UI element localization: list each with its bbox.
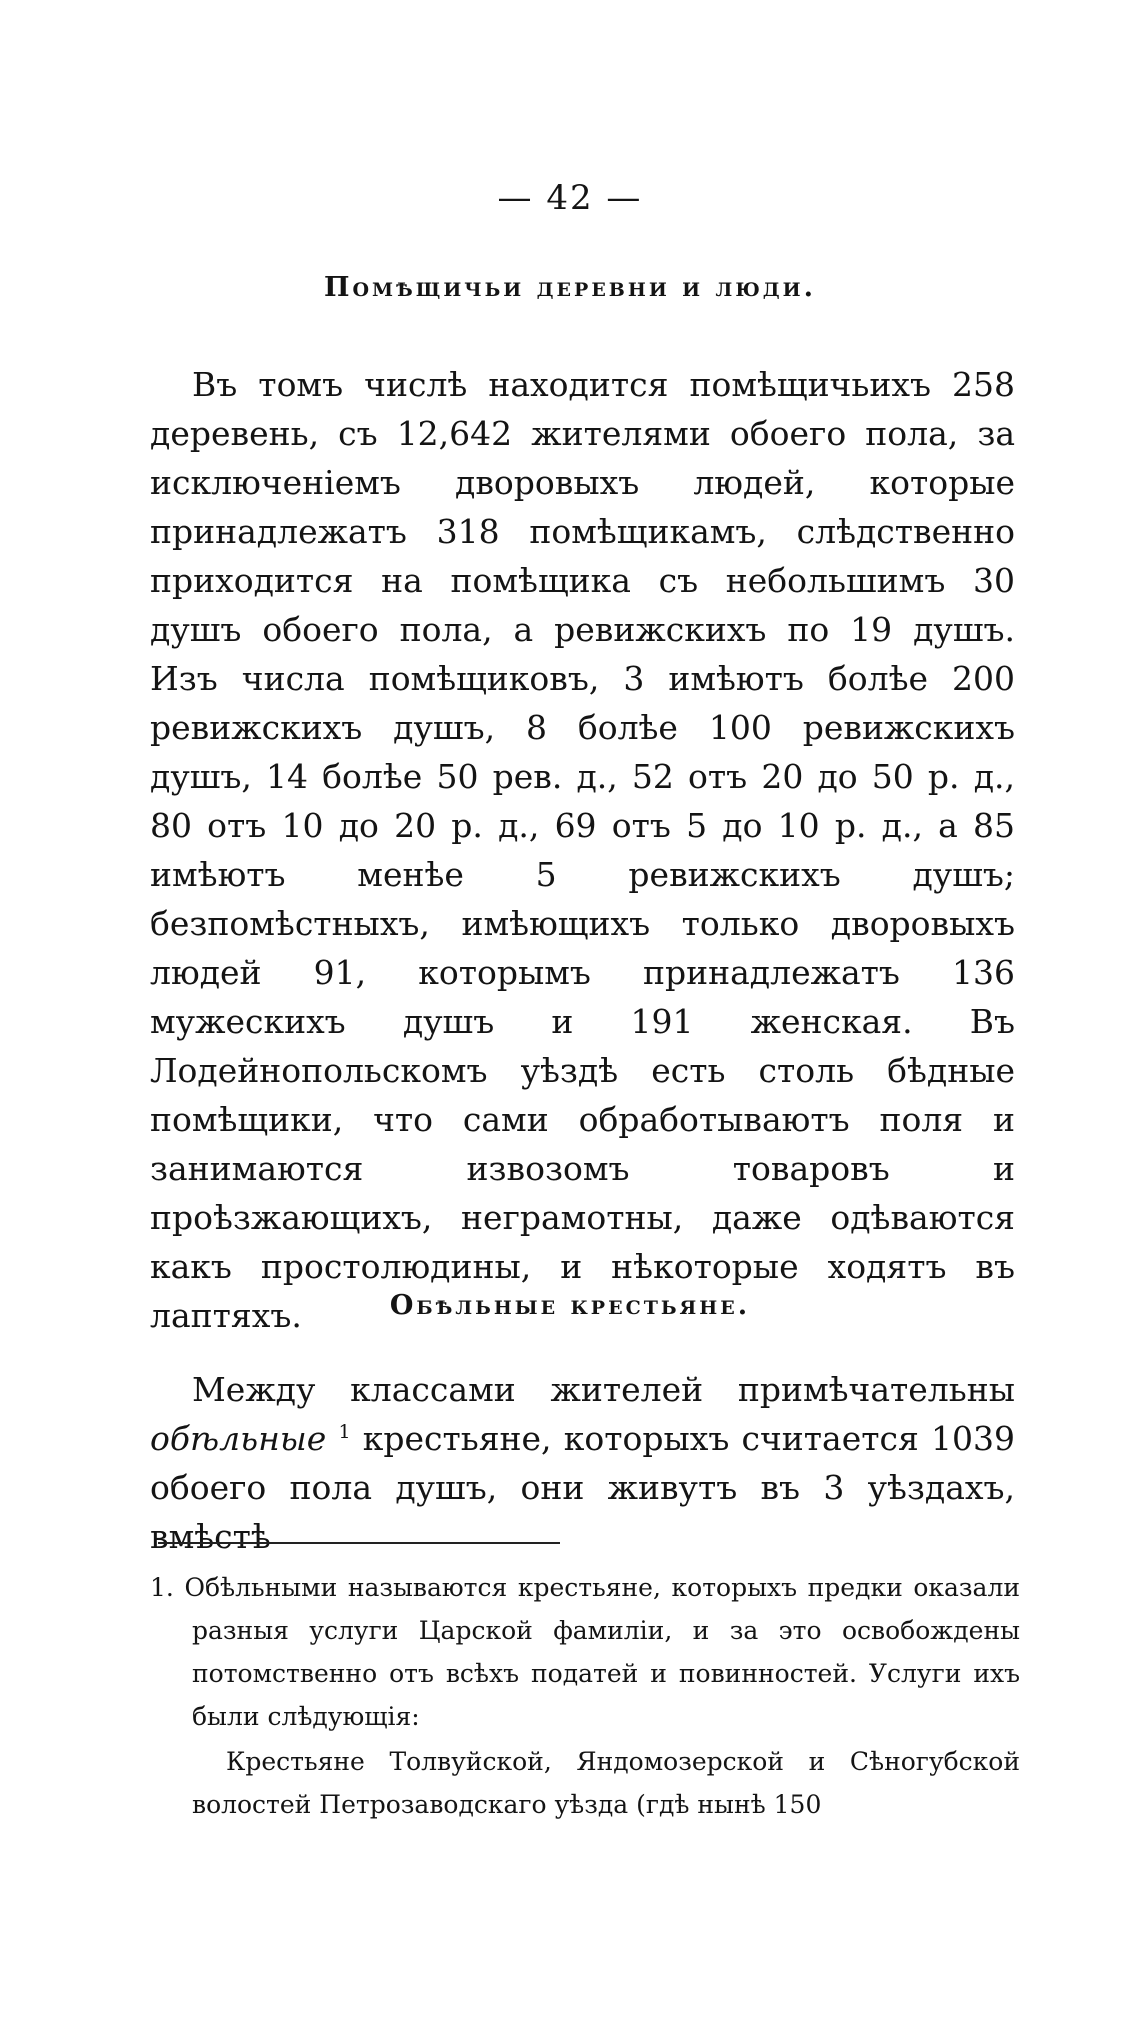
paragraph-text-end: крестьяне, которыхъ считается 1039 обоего пола душъ, они живутъ въ 3 уѣздахъ, вмѣстѣ (150, 1419, 1015, 1556)
paragraph-obelnye-peasants (150, 1365, 1015, 1561)
footnote-1-continuation: Крестьяне Толвуйской, Яндомозерской и Сѣногубской волостей Петрозаводскаго уѣзда (гдѣ нынѣ 150 (192, 1747, 1020, 1819)
emphasized-term: обѣльные (150, 1419, 327, 1458)
page-number: — 42 — (497, 178, 643, 218)
footnote-separator (158, 1542, 560, 1544)
section-heading-landowner-villages: Помѣщичьи деревни и люди. (323, 272, 817, 303)
paragraph-text-start: Между классами жителей примѣчательны (192, 1370, 1015, 1409)
section-heading-obelnye-peasants: Обѣльные крестьяне. (389, 1290, 751, 1321)
paragraph-landowner-villages: Въ томъ числѣ находится помѣщичьихъ 258 деревень, съ 12,642 жителями обоего пола, за исключеніемъ дворовыхъ людей, которые принадлежатъ 318 помѣщикамъ, слѣдственно приходится на помѣщика съ небольшимъ 30 душъ обоего пола, а ревижскихъ по 19 душъ. Изъ числа помѣщиковъ, 3 имѣютъ болѣе 200 ревижскихъ душъ, 8 болѣе 100 ревижскихъ душъ, 14 болѣе 50 рев. д., 52 отъ 20 до 50 р. д., 80 отъ 10 до 20 р. д., 69 отъ 5 до 10 р. д., а 85 имѣютъ менѣе 5 ревижскихъ душъ; безпомѣстныхъ, имѣющихъ только дворовыхъ людей 91, которымъ принадлежатъ 136 мужескихъ душъ и 191 женская. Въ Лодейнопольскомъ уѣздѣ есть столь бѣдные помѣщики, что сами обработываютъ поля и занимаются извозомъ товаровъ и проѣзжающихъ, неграмотны, даже одѣваются какъ простолюдины, и нѣкоторые ходятъ въ лаптяхъ. (150, 365, 1015, 1335)
footnote-1: 1. Обѣльными называются крестьяне, которыхъ предки оказали разныя услуги Царской фамиліи, и за это освобождены потомственно отъ всѣхъ податей и повинностей. Услуги ихъ были слѣдующія: (150, 1573, 1020, 1731)
footnote-reference[interactable]: 1 (338, 1421, 351, 1443)
